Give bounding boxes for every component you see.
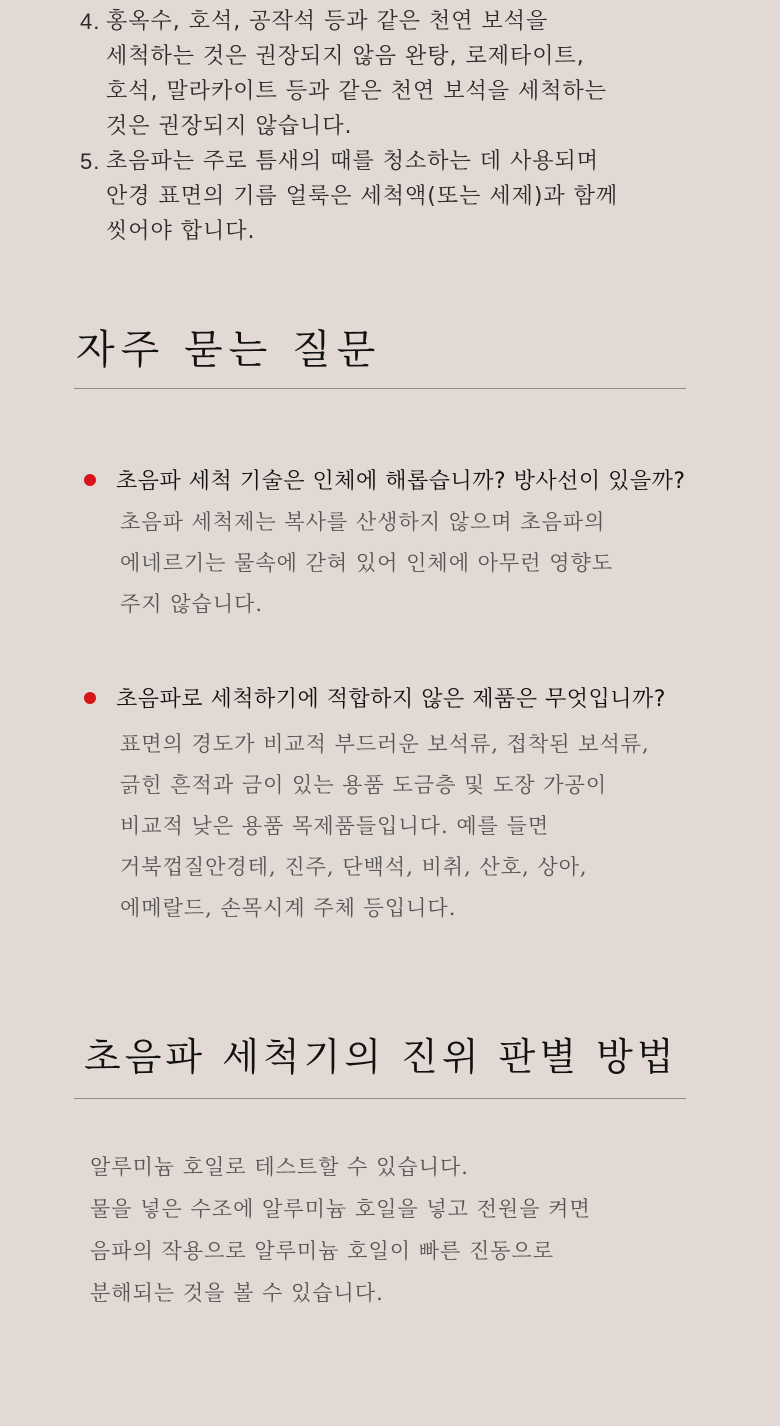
faq-divider xyxy=(74,388,686,389)
care-note-number: 4. xyxy=(80,9,101,34)
faq-answer-line: 표면의 경도가 비교적 부드러운 보석류, 접착된 보석류, xyxy=(120,732,650,756)
authenticity-text xyxy=(90,1146,591,1314)
authenticity-line: 알루미늄 호일로 테스트할 수 있습니다. xyxy=(90,1155,469,1179)
faq-answer-line: 긁힌 흔적과 금이 있는 용품 도금층 및 도장 가공이 xyxy=(120,773,608,797)
authenticity-line: 물을 넣은 수조에 알루미늄 호일을 넣고 전원을 켜면 xyxy=(90,1197,591,1221)
care-note-line: 세척하는 것은 권장되지 않음 완탕, 로제타이트, xyxy=(106,44,585,69)
care-note-line: 씻어야 합니다. xyxy=(106,219,256,244)
care-note-line: 호석, 말라카이트 등과 같은 천연 보석을 세척하는 xyxy=(106,79,607,104)
care-note-number: 5. xyxy=(80,149,101,174)
faq-title: 자주 묻는 질문 xyxy=(76,327,382,373)
faq-answer xyxy=(120,724,650,929)
authenticity-line: 음파의 작용으로 알루미늄 호일이 빠른 진동으로 xyxy=(90,1239,555,1263)
care-note-4 xyxy=(80,4,607,144)
bullet-dot-icon xyxy=(84,692,96,704)
authenticity-line: 분해되는 것을 볼 수 있습니다. xyxy=(90,1281,384,1305)
faq-answer-line: 초음파 세척제는 복사를 산생하지 않으며 초음파의 xyxy=(120,510,606,534)
care-note-line: 안경 표면의 기름 얼룩은 세척액(또는 세제)과 함께 xyxy=(106,184,619,209)
care-note-line: 것은 권장되지 않습니다. xyxy=(106,114,353,139)
authenticity-title: 초음파 세척기의 진위 판별 방법 xyxy=(84,1035,678,1079)
faq-answer-line: 거북껍질안경테, 진주, 단백석, 비취, 산호, 상아, xyxy=(120,855,588,879)
faq-question xyxy=(84,682,666,713)
faq-answer xyxy=(120,502,613,625)
faq-answer-line: 주지 않습니다. xyxy=(120,592,264,616)
faq-question-text: 초음파 세척 기술은 인체에 해롭습니까? 방사선이 있을까? xyxy=(116,469,686,494)
faq-answer-line: 에메랄드, 손목시계 주체 등입니다. xyxy=(120,896,457,920)
authenticity-divider xyxy=(74,1098,686,1099)
faq-question xyxy=(84,464,686,495)
care-note-5 xyxy=(80,144,618,249)
bullet-dot-icon xyxy=(84,474,96,486)
faq-question-text: 초음파로 세척하기에 적합하지 않은 제품은 무엇입니까? xyxy=(116,687,666,712)
care-note-line: 초음파는 주로 틈새의 때를 청소하는 데 사용되며 xyxy=(106,149,600,174)
faq-answer-line: 비교적 낮은 용품 목제품들입니다. 예를 들면 xyxy=(120,814,550,838)
faq-answer-line: 에네르기는 물속에 갇혀 있어 인체에 아무런 영향도 xyxy=(120,551,614,575)
care-note-line: 홍옥수, 호석, 공작석 등과 같은 천연 보석을 xyxy=(106,9,549,34)
